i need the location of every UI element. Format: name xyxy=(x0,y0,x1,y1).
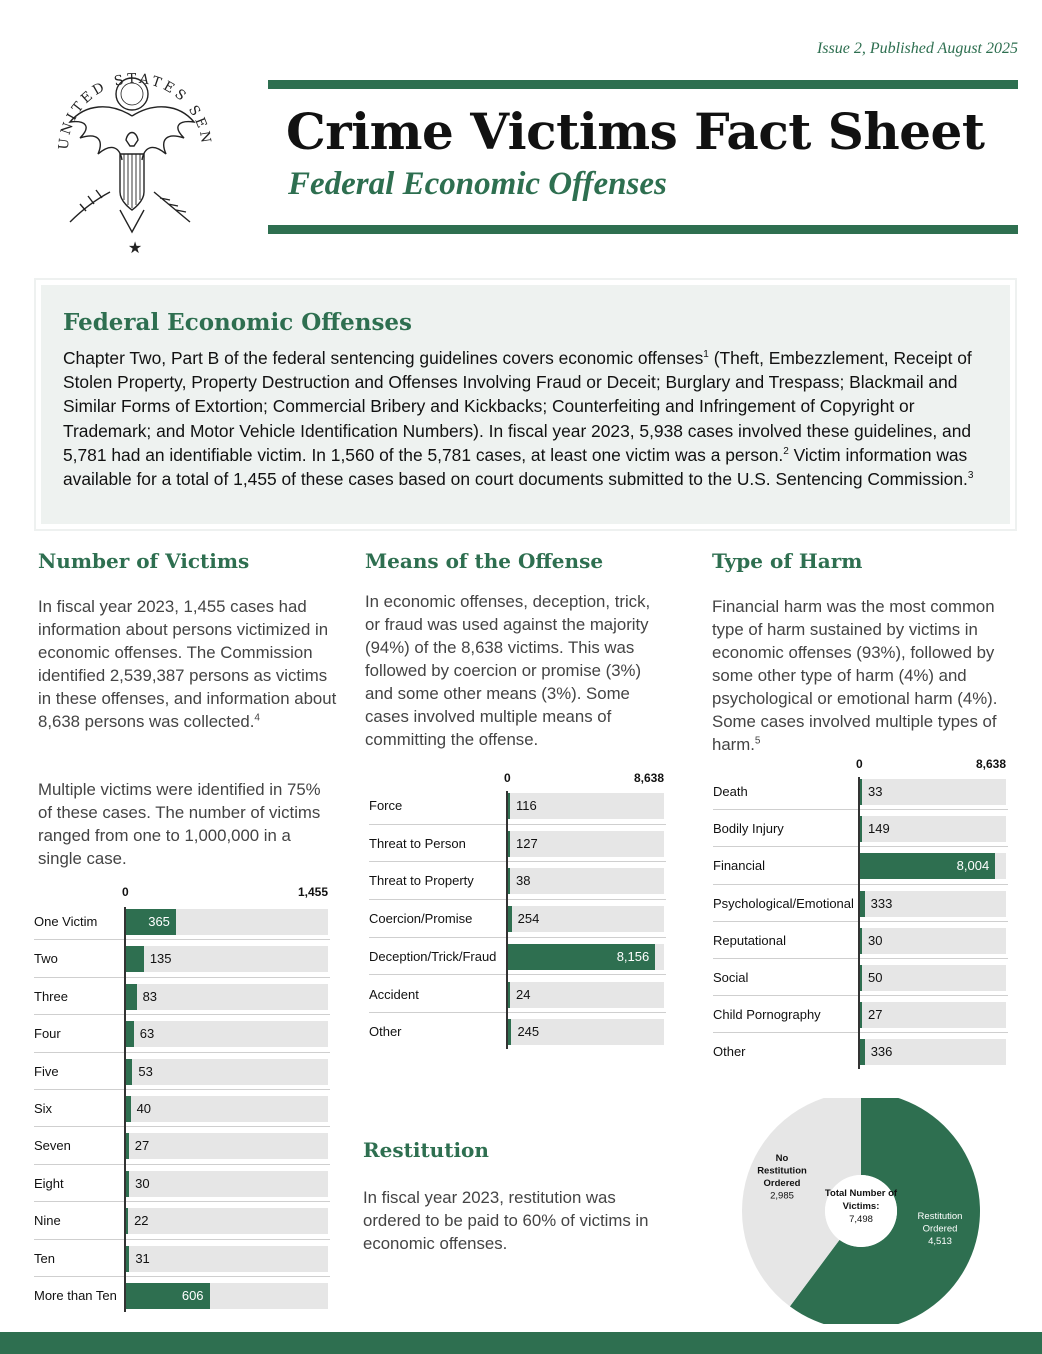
bar-track xyxy=(507,868,664,894)
axis-tick-min: 0 xyxy=(856,757,863,771)
bar-label: Three xyxy=(34,988,68,1004)
bar-track xyxy=(125,1096,328,1122)
bar-label: Psychological/Emotional xyxy=(713,895,854,911)
bar-value: 30 xyxy=(135,1175,150,1191)
bar-value: 127 xyxy=(516,835,538,851)
svg-text:UNITED STATES SENTENCING COMMI xyxy=(40,42,214,150)
donut-slice-label: No Restitution Ordered 2,985 xyxy=(757,1153,807,1202)
axis-tick-max: 8,638 xyxy=(633,771,664,785)
bar-label: More than Ten xyxy=(34,1288,117,1303)
harm-heading: Type of Harm xyxy=(712,549,863,573)
header-rule-bottom xyxy=(268,225,1018,234)
bar-value: 333 xyxy=(870,895,893,911)
donut-center-label: Total Number of Victims: 7,498 xyxy=(824,1188,898,1225)
bar-label: Other xyxy=(369,1024,402,1040)
bar-label: Child Pornography xyxy=(713,1007,821,1023)
donut-slice-label: Restitution Ordered 4,513 xyxy=(917,1211,963,1247)
footnote-ref-4: 4 xyxy=(254,712,260,724)
restitution-heading: Restitution xyxy=(363,1138,489,1162)
bar-value: 38 xyxy=(516,873,531,889)
bar-value: 50 xyxy=(868,970,883,985)
bar-label: Financial xyxy=(713,858,766,874)
bar-value: 8,004 xyxy=(956,858,990,874)
intro-box xyxy=(34,278,1017,531)
bar-label: Seven xyxy=(34,1138,71,1154)
bar-track xyxy=(125,1133,328,1159)
bar-value: 245 xyxy=(517,1024,540,1040)
victims-bar-chart xyxy=(34,885,330,1310)
bar xyxy=(125,946,144,972)
bar xyxy=(125,1059,132,1085)
bar-label: Bodily Injury xyxy=(713,821,784,837)
restitution-paragraph: In fiscal year 2023, restitution was ordered to be paid to 60% of victims in economic offenses. xyxy=(363,1188,649,1253)
axis-tick-max: 8,638 xyxy=(975,757,1006,771)
bar-label: Six xyxy=(34,1101,53,1116)
axis-tick-min: 0 xyxy=(504,771,511,785)
victims-heading: Number of Victims xyxy=(38,549,250,573)
bar-label: Two xyxy=(34,951,58,967)
bar-label: Four xyxy=(34,1026,61,1042)
bar-value: 27 xyxy=(868,1007,883,1023)
bar-track xyxy=(125,1208,328,1234)
bar-value: 8,156 xyxy=(616,948,650,964)
bar-label: One Victim xyxy=(34,914,98,929)
header-rule-top xyxy=(268,80,1018,89)
bar-value: 53 xyxy=(138,1063,153,1079)
bar-value: 27 xyxy=(134,1138,150,1154)
bar-value: 336 xyxy=(870,1044,893,1060)
footnote-ref-1: 1 xyxy=(703,349,709,361)
bar-label: Nine xyxy=(34,1213,61,1229)
intro-body: Chapter Two, Part B of the federal sentencing guidelines covers economic offenses$^1$ (Theft, Embezzlement, Receipt of Stolen Property, Property Destruction and Offenses Involving Fraud or Deceit; Burglary and Trespass; Blackmail and Similar Forms of Extortion; Commercial Bribery and Kickbacks; Counterfeiting and Infringement of Copyright or Trademark; and Motor Vehicle Identification Numbers). In fiscal year 2023, 5,938 cases involved these guidelines, and 5,781 had an identifiable victim. In 1,560 of the 5,781 cases, at least one victim was a person.$^2$ Victim information was available for a total of 1,455 of these cases based on court documents submitted to the U.S. Sentencing Commission.$^3$ xyxy=(63,348,974,490)
victims-paragraph-2: Multiple victims were identified in 75% of these cases. The number of victims ranged from one to 1,000,000 in a single case. xyxy=(38,780,321,868)
bar-label: Reputational xyxy=(713,932,786,948)
bar-value: 606 xyxy=(181,1288,204,1303)
page-subtitle: Federal Economic Offenses xyxy=(288,166,667,202)
bar-value: 116 xyxy=(516,798,537,813)
seal-ring-text: UNITED STATES SEN xyxy=(55,70,215,151)
bar-value: 135 xyxy=(149,951,172,967)
page-title: Crime Victims Fact Sheet xyxy=(286,102,985,161)
bar-value: 31 xyxy=(135,1250,150,1266)
bar-label: Threat to Property xyxy=(369,873,474,889)
issue-date: Issue 2, Published August 2025 xyxy=(816,40,1018,57)
bar xyxy=(125,984,137,1010)
bar-value: 365 xyxy=(148,914,170,929)
bar-value: 83 xyxy=(142,988,158,1004)
bar-track xyxy=(125,1246,328,1272)
bar-value: 30 xyxy=(868,932,883,948)
means-heading: Means of the Offense xyxy=(365,549,604,573)
bar-label: Accident xyxy=(369,986,419,1002)
bar-label: Five xyxy=(34,1063,59,1079)
axis-line xyxy=(858,777,860,1069)
bar-track xyxy=(507,982,664,1008)
restitution-donut-chart xyxy=(740,1098,982,1324)
svg-text:★: ★ xyxy=(127,238,143,257)
bar-label: Coercion/Promise xyxy=(369,911,473,927)
seal-icon xyxy=(40,42,230,257)
bar xyxy=(125,1021,134,1047)
axis-tick-min: 0 xyxy=(122,885,129,899)
bar-label: Deception/Trick/Fraud xyxy=(369,948,497,964)
harm-bar-chart xyxy=(713,757,1008,1072)
means-bar-chart xyxy=(369,771,666,1051)
means-paragraph: In economic offenses, deception, trick, or fraud was used against the majority (94%) of the 8,638 victims. This was followed by coercion or promise (3%) and some other means (3%). Some cases involved multiple means of committing the offense. xyxy=(365,592,651,749)
bar-label: Social xyxy=(713,970,749,985)
harm-paragraph: Financial harm was the most common type of harm sustained by victims in economic offenses (93%), followed by some other type of harm (4%) and psychological or emotional harm (4%). Some cases involved multiple types of harm.$^5$ xyxy=(712,597,998,754)
axis-line xyxy=(124,907,126,1312)
bar-value: 22 xyxy=(134,1213,149,1229)
bar-label: Other xyxy=(713,1044,746,1060)
footnote-ref-2: 2 xyxy=(783,446,789,458)
axis-tick-max: 1,455 xyxy=(297,885,328,899)
bar-value: 40 xyxy=(136,1101,152,1116)
bar-value: 33 xyxy=(868,784,883,799)
bar-label: Death xyxy=(713,784,748,799)
footnote-ref-3: 3 xyxy=(967,470,974,482)
bar-track xyxy=(125,1021,328,1047)
bar-value: 254 xyxy=(517,911,540,927)
bar-value: 24 xyxy=(516,986,531,1002)
bar-value: 63 xyxy=(139,1026,155,1042)
bar-label: Threat to Person xyxy=(369,835,466,851)
footnote-ref-5: 5 xyxy=(754,735,761,747)
victims-paragraph-1: In fiscal year 2023, 1,455 cases had information about persons victimized in economic offenses. The Commission identified 2,539,387 persons as victims in these offenses, and information about 8,638 persons was collected.$^4$ xyxy=(38,597,337,731)
seal xyxy=(40,42,230,257)
bar-track xyxy=(125,1059,328,1085)
bar-value: 149 xyxy=(868,821,890,837)
bar-label: Force xyxy=(369,798,403,813)
axis-line xyxy=(506,791,508,1049)
intro-heading: Federal Economic Offenses xyxy=(63,309,413,336)
footer-bar xyxy=(0,1332,1042,1354)
bar-label: Eight xyxy=(34,1175,64,1191)
bar-track xyxy=(125,1171,328,1197)
bar-label: Ten xyxy=(34,1250,55,1266)
